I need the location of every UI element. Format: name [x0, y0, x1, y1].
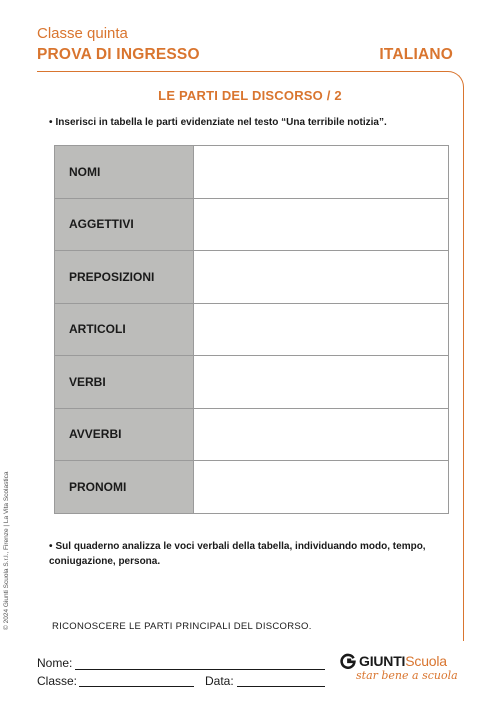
instruction [49, 117, 387, 128]
answer-cell[interactable] [194, 356, 449, 409]
parts-of-speech-table [54, 145, 449, 514]
table-row [55, 146, 449, 199]
task [49, 539, 449, 569]
name-field[interactable] [75, 669, 325, 670]
date-label: Data: [205, 674, 234, 688]
task-text: Sul quaderno analizza le voci verbali della tabella, individuando modo, tempo, coniugazione, persona. [49, 541, 426, 567]
table-row [55, 251, 449, 304]
answer-cell[interactable] [194, 146, 449, 199]
table-row [55, 303, 449, 356]
row-label: AGGETTIVI [55, 198, 194, 251]
table-row [55, 461, 449, 514]
logo-tagline: star bene a scuola [356, 669, 458, 682]
giunti-g-icon [340, 653, 356, 669]
bullet-icon: • [49, 117, 53, 128]
instruction-text: Inserisci in tabella le parti evidenziate nel testo “Una terribile notizia”. [55, 117, 387, 128]
grade-label: Classe quinta [37, 25, 128, 42]
subject-label: ITALIANO [379, 46, 453, 63]
logo-wordmark: GIUNTIScuola [359, 653, 447, 669]
row-label: NOMI [55, 146, 194, 199]
row-label: AVVERBI [55, 408, 194, 461]
answer-cell[interactable] [194, 303, 449, 356]
giunti-scuola-logo [340, 653, 465, 682]
row-label: ARTICOLI [55, 303, 194, 356]
name-label: Nome: [37, 656, 73, 670]
row-label: PRONOMI [55, 461, 194, 514]
bullet-icon: • [49, 541, 53, 552]
class-label: Classe: [37, 674, 78, 688]
row-label: PREPOSIZIONI [55, 251, 194, 304]
learning-objective: RICONOSCERE LE PARTI PRINCIPALI DEL DISCORSO. [52, 621, 312, 632]
table-row [55, 198, 449, 251]
row-label: VERBI [55, 356, 194, 409]
test-title: PROVA DI INGRESSO [37, 46, 200, 63]
answer-cell[interactable] [194, 198, 449, 251]
answer-cell[interactable] [194, 408, 449, 461]
answer-cell[interactable] [194, 461, 449, 514]
date-field[interactable] [237, 686, 325, 687]
copyright-credit: © 2024 Giunti Scuola S.r.l., Firenze | La Vita Scolastica [3, 471, 10, 630]
table-row [55, 408, 449, 461]
answer-cell[interactable] [194, 251, 449, 304]
table-row [55, 356, 449, 409]
worksheet-title: LE PARTI DEL DISCORSO / 2 [158, 88, 342, 103]
class-field[interactable] [79, 686, 194, 687]
worksheet-frame [37, 71, 464, 641]
